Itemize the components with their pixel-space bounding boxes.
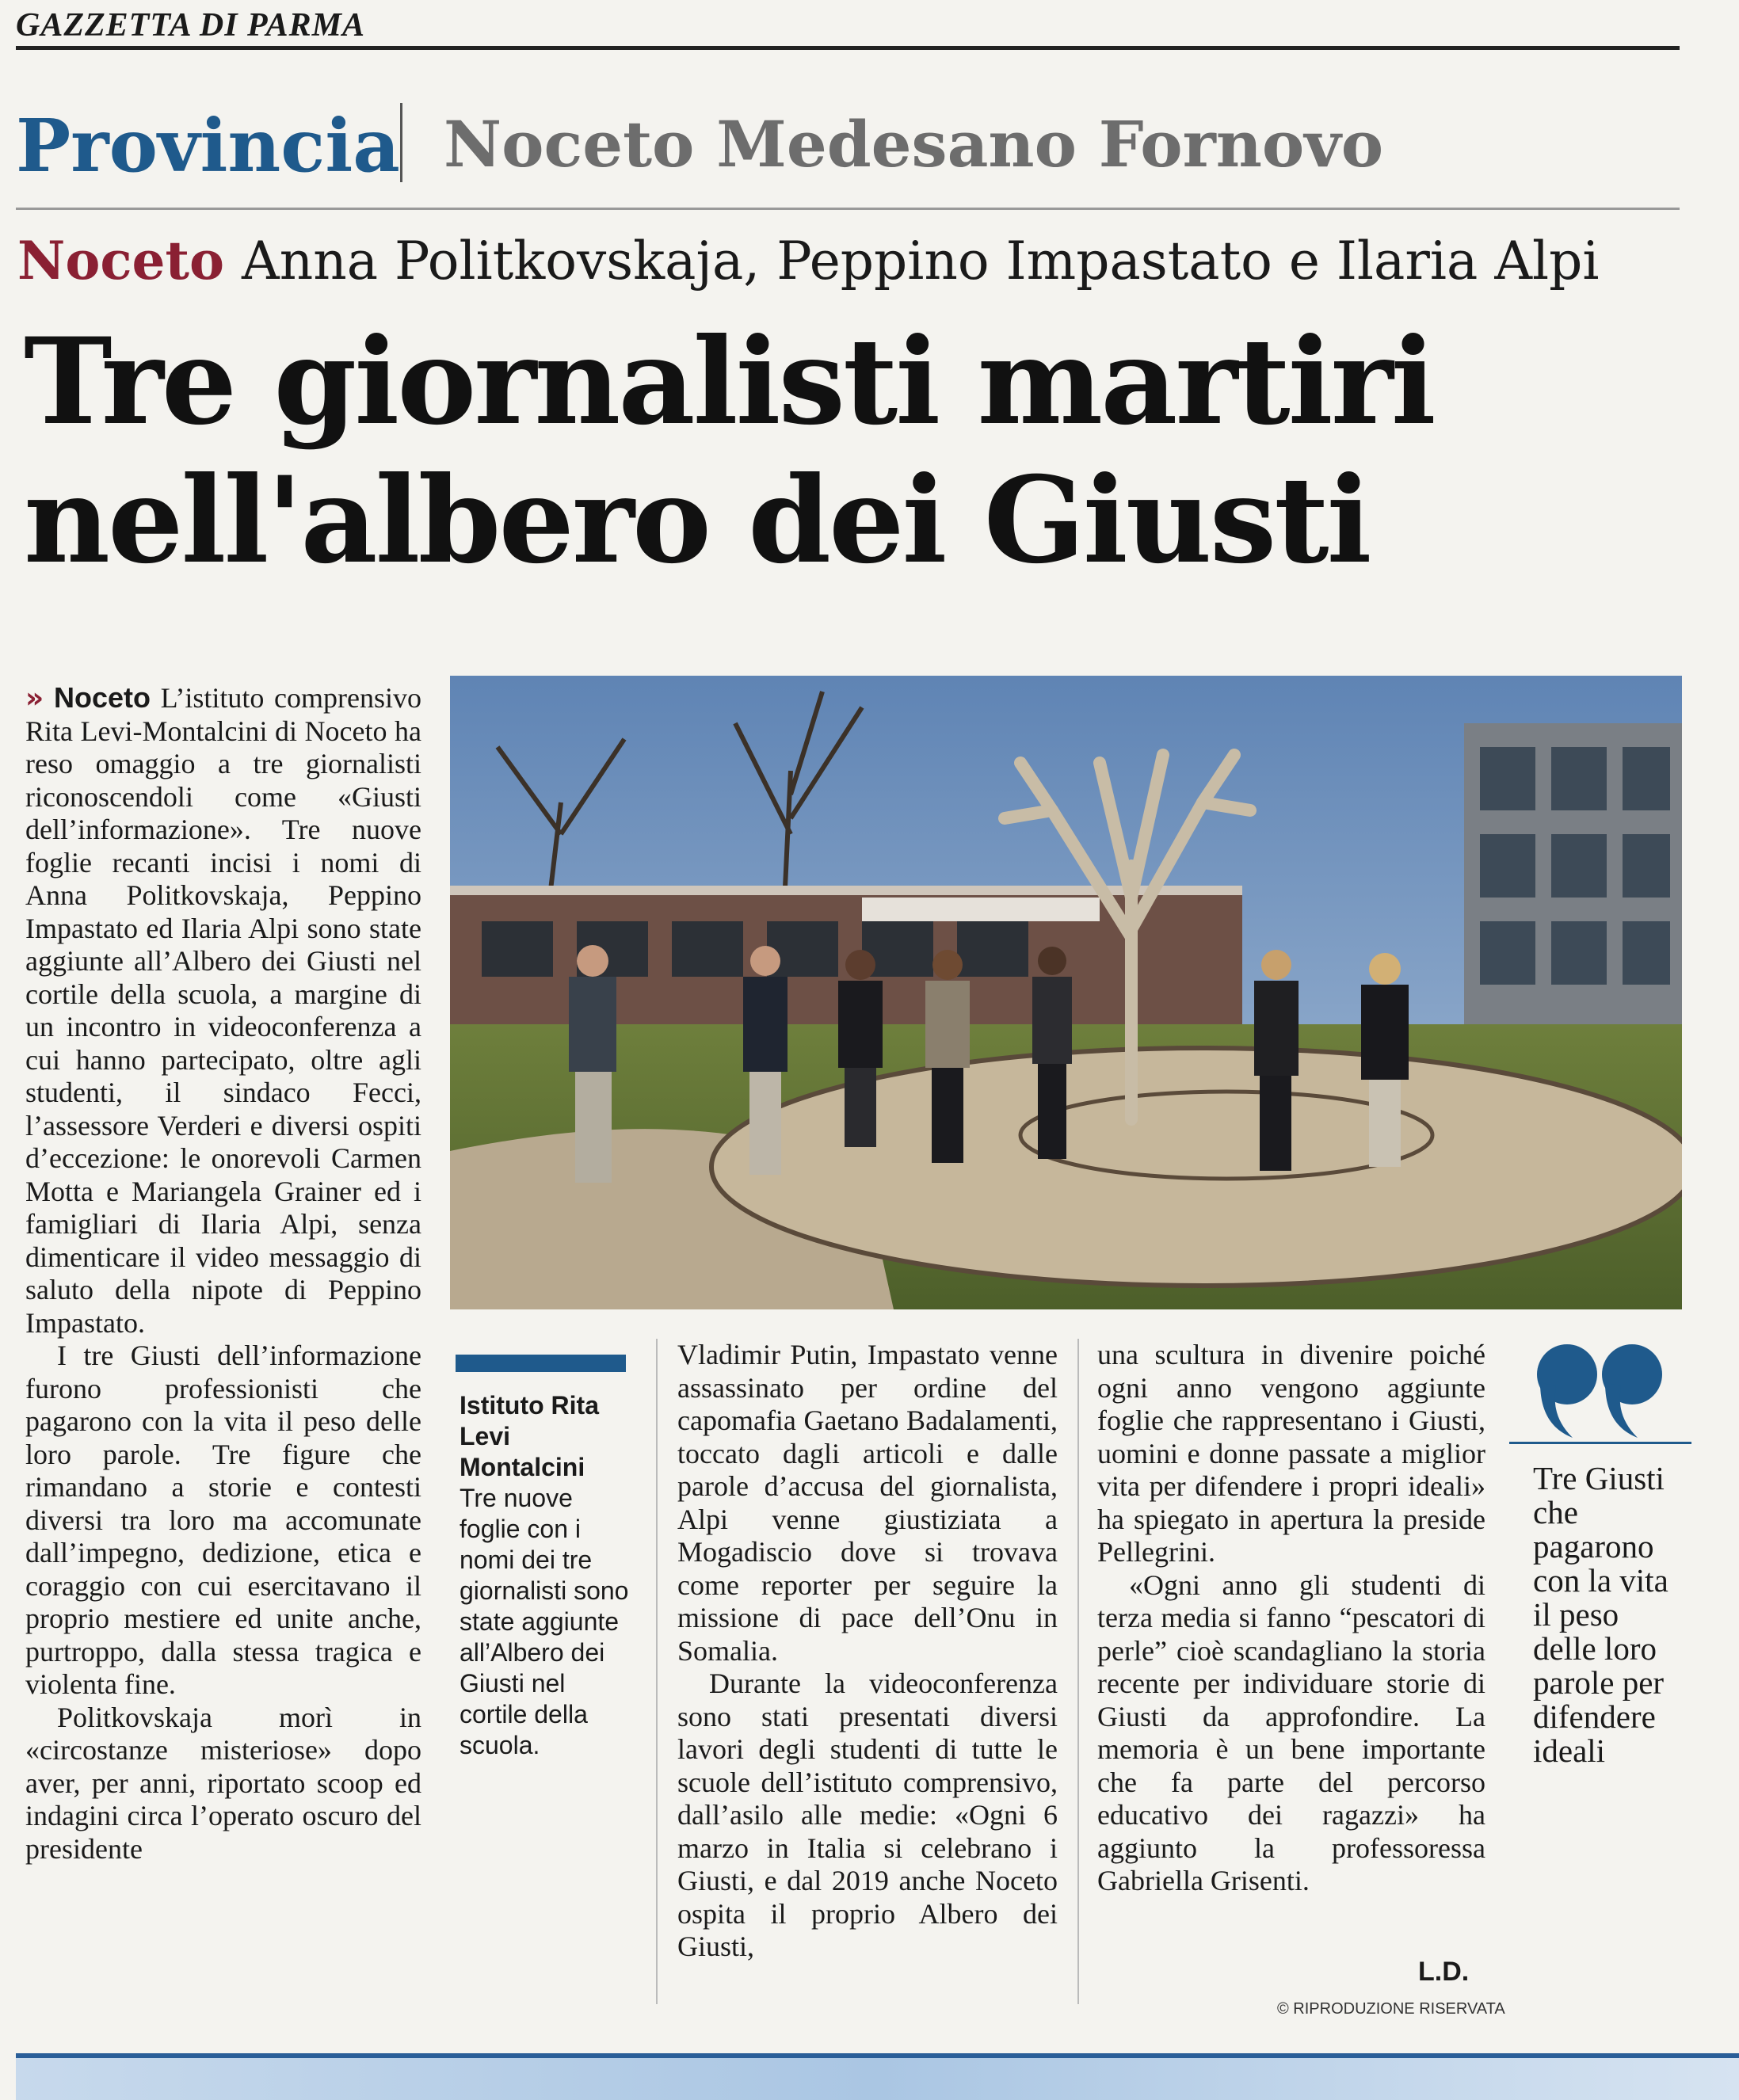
article-column-4 [1097,1339,1485,2004]
lead-place: Noceto [53,681,151,714]
caption-accent-bar [456,1355,626,1372]
person-silhouette [569,945,616,1183]
copyright-notice: © RIPRODUZIONE RISERVATA [1277,2000,1505,2018]
article-column-1 [25,681,421,2052]
article-paragraph-text: L’istituto comprensivo Rita Levi-Montalcini di Noceto ha reso omaggio a tre giornalisti riconoscendoli come «Giusti dell’informazione». Tre nuove foglie recanti incisi i nomi di Anna Politkovskaja, Peppino Impastato ed Ilaria Alpi sono state aggiunte all’Albero dei Giusti nel cortile della scuola, a margine di un incontro in videoconferenza a cui hanno partecipato, oltre agli studenti, il sindaco Fecci, l’assessore Verderi e diversi ospiti d’eccezione: le onorevoli Carmen Motta e Mariangela Grainer ed i famigliari di Ilaria Alpi, senza dimenticare il video messaggio di saluto della nipote di Peppino Impastato. [25,682,421,1339]
article-paragraph: Vladimir Putin, Impastato venne assassinato per ordine del capomafia Gaetano Badalamenti, toccato dagli articoli e dalle parole d’accusa del giornalista, Alpi venne giustiziata a Mogadiscio dove si trovava come reporter per seguire la missione di pace dell’Onu in Somalia. [677,1339,1058,1667]
section-divider [400,103,402,182]
article-paragraph: Durante la videoconferenza sono stati presentati diversi lavori degli studenti di tutte le scuole dell’istituto comprensivo, dall’asilo alle medie: «Ogni 6 marzo in Italia si celebrano i Giusti, e dal 2019 anche Noceto ospita il proprio Albero dei Giusti, [677,1667,1058,1962]
headline [24,313,1608,590]
caption-title: Istituto Rita Levi Montalcini [460,1391,599,1481]
article-paragraph: «Ogni anno gli studenti di terza media si fanno “pescatori di perle” cioè scandagliano la storia recente per individuare storie di Giusti da approfondire. La memoria è un bene importante che fa parte del percorso educativo dei ragazzi» ha aggiunto la professoressa Gabriella Grisenti. [1097,1568,1485,1896]
section-subtitle: Noceto Medesano Fornovo [444,107,1384,181]
section-header [16,87,1680,198]
article-paragraph: Politkovskaja morì in «circostanze misteriose» dopo aver, per anni, riportato scoop ed indagini circa l’operato oscuro del presidente [25,1701,421,1865]
caption-text: Tre nuove foglie con i nomi dei tre giornalisti sono state aggiunte all’Albero dei Giusti nel cortile della scuola. [460,1484,629,1759]
article-photo [450,676,1682,1309]
column-divider [656,1339,658,2004]
section-rule [16,208,1680,210]
lead-marker-icon: » [25,682,44,715]
photo-courtyard-scene [450,676,1682,1309]
pullquote-text: Tre Giusti che pagarono con la vita il peso delle loro parole per difendere ideali [1533,1460,1668,1769]
kicker-place: Noceto [17,230,225,292]
newspaper-masthead: GAZZETTA DI PARMA [16,7,365,44]
quote-mark-icon [1529,1339,1672,1442]
column-divider [1077,1339,1079,2004]
article-paragraph: una scultura in divenire poiché ogni anno vengono aggiunte foglie che rappresentano i Giusti, uomini e donne passate a miglior vita per difendere i propri ideali» ha spiegato in apertura la preside Pellegrini. [1097,1339,1485,1568]
article-paragraph [25,681,421,1340]
byline: L.D. [1418,1957,1470,1987]
headline-line-2: nell'albero dei Giusti [24,451,1370,590]
masthead-rule [16,46,1680,50]
kicker [17,230,1600,292]
photo-caption [460,1390,634,1761]
kicker-text: Anna Politkovskaja, Peppino Impastato e Ilaria Alpi [242,231,1600,292]
article-paragraph: I tre Giusti dell’informazione furono professionisti che pagarono con la vita il peso delle loro parole. Tre figure che rimandano a storie e contesti diversi tra loro ma accomunate dall’impegno, dedizione, etica e coraggio con cui esercitavano il proprio mestiere ed unite anche, purtroppo, dalla stessa tragica e violenta fine. [25,1340,421,1700]
section-title: Provincia [16,103,400,189]
article-column-3 [677,1339,1058,2052]
headline-line-1: Tre giornalisti martiri [24,312,1434,452]
bottom-band [16,2058,1739,2100]
pullquote-rule [1509,1442,1691,1444]
